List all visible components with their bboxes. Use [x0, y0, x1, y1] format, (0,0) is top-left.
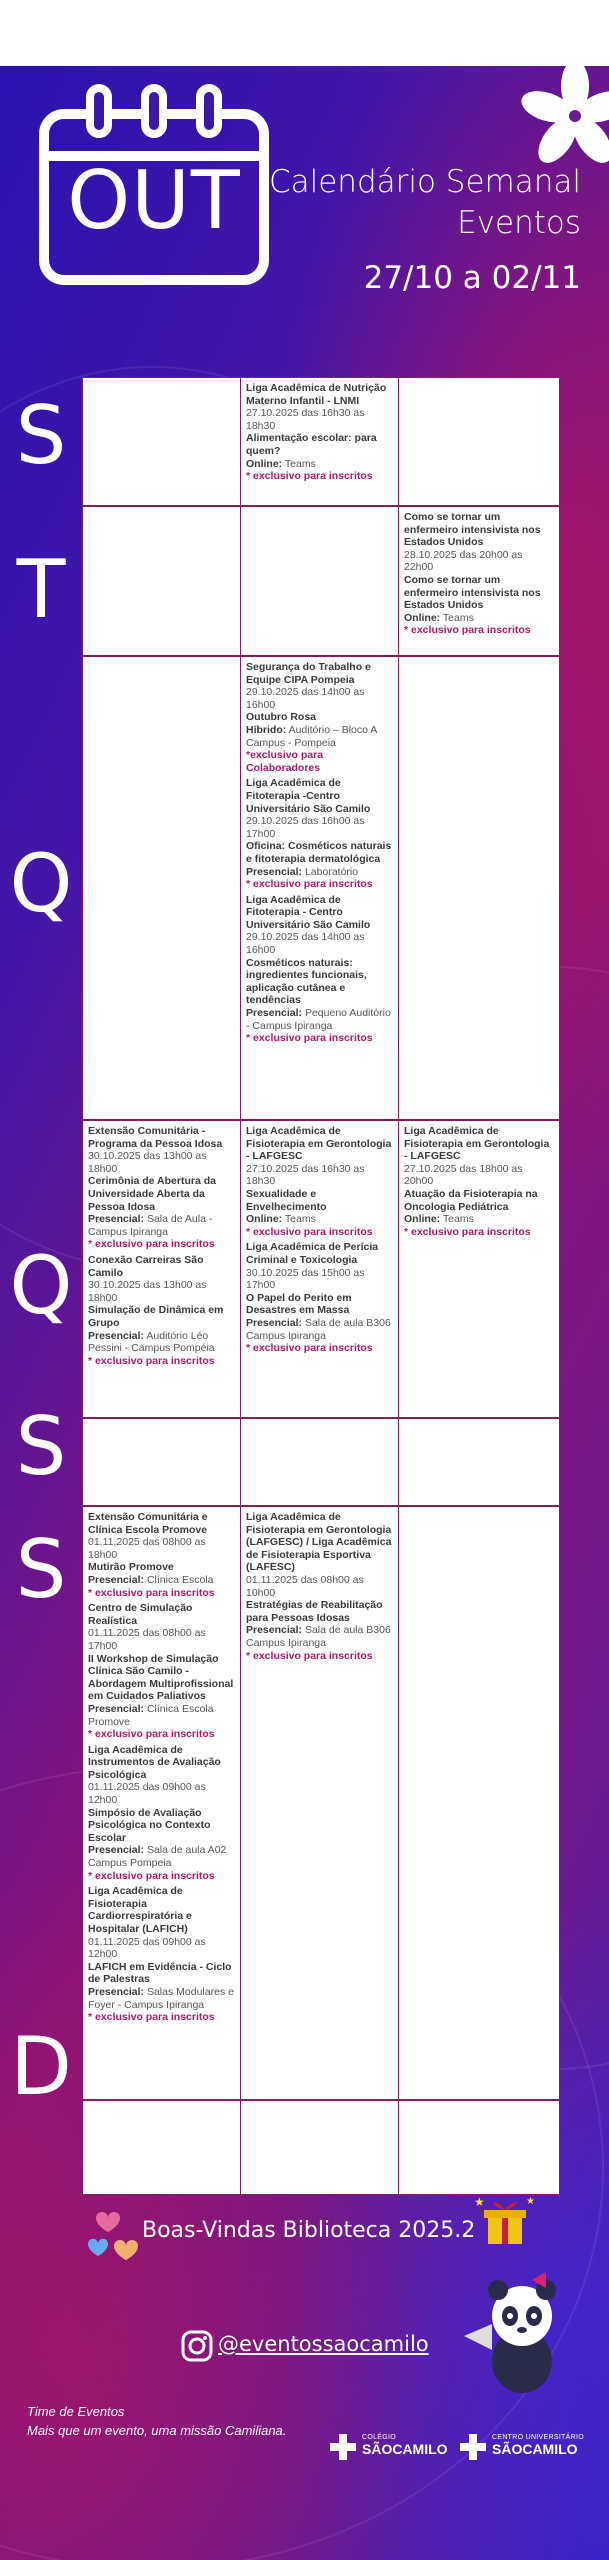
event-title: Liga Acadêmica de Fisioterapia em Gerontologia - LAFGESC — [404, 1125, 550, 1163]
schedule-cell — [83, 657, 241, 1119]
schedule-cell — [241, 1507, 399, 2099]
svg-text:★: ★ — [526, 2196, 535, 2207]
cross-logo-icon — [458, 2432, 488, 2462]
event-place: Pequeno Auditório - Campus Ipiranga — [246, 1007, 391, 1032]
logo-small-text: COLÉGIO — [362, 2434, 396, 2441]
event-location — [404, 612, 554, 625]
day-letter-tuesday: T — [16, 543, 66, 636]
schedule-cell — [399, 1419, 559, 1505]
event-topic: Atuação da Fisioterapia na Oncologia Pediátrica — [404, 1187, 538, 1213]
event-title: Liga Acadêmica de Nutrição Materno Infantil - LNMI — [246, 382, 387, 407]
event-place: Teams — [284, 457, 316, 470]
event-title: Centro de Simulação Realística — [88, 1602, 193, 1627]
event-location — [88, 1703, 235, 1728]
event-mode: Presencial: — [246, 865, 303, 878]
title-line: Eventos — [457, 205, 581, 241]
event-place: Salas Modulares e Foyer - Campus Ipiranga — [88, 1985, 234, 2011]
event-restriction-note: *exclusivo para Colaboradores — [246, 749, 324, 774]
schedule-row-friday — [83, 1417, 559, 1505]
schedule-cell — [241, 657, 399, 1119]
team-signature — [27, 2402, 286, 2440]
event-title: Liga Acadêmica de Fitoterapia -Centro Universitário São Camilo — [246, 777, 371, 815]
event-title: Segurança do Trabalho e Equipe CIPA Pompeia — [246, 661, 371, 686]
schedule-cell — [241, 1121, 399, 1417]
event-datetime: 30.10.2025 das 13h00 as 18h00 — [88, 1150, 207, 1175]
event-datetime: 27.10.2025 das 18h00 as 20h00 — [404, 1162, 523, 1188]
event-datetime: 01.11.2025 das 08h00 as 18h00 — [88, 1536, 206, 1561]
schedule-row-saturday — [83, 1505, 559, 2099]
event-restriction-note: * exclusivo para inscritos — [404, 624, 531, 637]
schedule-cell — [83, 1121, 241, 1417]
event-topic: O Papel do Perito em Desastres em Massa — [246, 1291, 352, 1317]
event-title: Liga Acadêmica de Fisioterapia em Gerontologia - LAFGESC — [246, 1125, 392, 1163]
event-location — [246, 1624, 393, 1649]
event-place: Teams — [442, 1213, 474, 1226]
event-mode: Presencial: — [246, 1007, 303, 1020]
event-topic: Sexualidade e Envelhecimento — [246, 1187, 327, 1213]
event-location — [404, 1213, 554, 1226]
event-datetime: 01.11.2025 das 08h00 as 10h00 — [246, 1573, 364, 1599]
schedule-cell — [83, 2101, 241, 2194]
event-restriction-note: * exclusivo para inscritos — [88, 2011, 215, 2024]
event-title: Conexão Carreiras São Camilo — [88, 1253, 204, 1279]
event-place: Clínica Escola Promove — [88, 1702, 214, 1728]
event-entry — [88, 1602, 235, 1741]
schedule-cell — [241, 378, 399, 505]
event-restriction-note: * exclusivo para inscritos — [88, 1586, 215, 1599]
event-restriction-note: * exclusivo para inscritos — [246, 1342, 373, 1355]
event-location — [88, 1844, 235, 1869]
event-restriction-note: * exclusivo para inscritos — [246, 878, 373, 891]
schedule-cell — [399, 507, 559, 655]
schedule-row-monday — [83, 378, 559, 505]
event-restriction-note: * exclusivo para inscritos — [88, 1728, 215, 1741]
event-title: Liga Acadêmica de Perícia Criminal e Toxicologia — [246, 1241, 379, 1266]
schedule-cell — [399, 657, 559, 1119]
event-mode: Online: — [246, 1213, 283, 1226]
event-mode: Presencial: — [88, 1702, 145, 1715]
event-location — [88, 1986, 235, 2011]
event-title: Como se tornar um enfermeiro intensivista nos Estados Unidos — [404, 511, 541, 549]
event-place: Sala de aula B306 Campus Ipiranga — [246, 1316, 391, 1342]
event-topic: Como se tornar um enfermeiro intensivista nos Estados Unidos — [404, 573, 541, 612]
event-mode: Presencial: — [88, 1844, 145, 1857]
day-letter-friday: S — [15, 1400, 67, 1493]
event-datetime: 01.11.2025 das 09h00 as 12h00 — [88, 1935, 206, 1961]
event-location — [246, 458, 393, 471]
event-datetime: 30.10.2025 das 13h00 as 18h00 — [88, 1279, 207, 1304]
event-entry — [88, 1744, 235, 1883]
schedule-cell — [241, 2101, 399, 2194]
event-entry — [246, 894, 393, 1045]
schedule-table — [82, 377, 560, 2195]
event-datetime: 27.10.2025 das 16h30 as 18h30 — [246, 407, 365, 432]
flower-icon — [520, 66, 609, 176]
event-title: Liga Acadêmica de Fitoterapia - Centro Universitário São Camilo — [246, 893, 371, 931]
poster-background — [0, 66, 609, 2560]
event-place: Sala de aula B306 Campus Ipiranga — [246, 1624, 391, 1649]
event-location — [88, 1213, 235, 1238]
event-topic: Simpósio de Avaliação Psicológica no Contexto Escolar — [88, 1806, 211, 1844]
schedule-cell — [83, 378, 241, 505]
event-topic: Simulação de Dinâmica em Grupo — [88, 1304, 224, 1329]
event-topic: Mutirão Promove — [88, 1561, 174, 1574]
event-topic: II Workshop de Simulação Clínica São Camilo - Abordagem Multiprofissional em Cuidados Paliativos — [88, 1652, 234, 1703]
event-place: Laboratório — [304, 865, 359, 878]
cross-logo-icon — [328, 2432, 358, 2462]
event-place: Auditório Léo Pessini - Campus Pompéia — [88, 1329, 215, 1355]
event-place: Sala de Aula - Campus Ipiranga — [88, 1213, 213, 1238]
event-datetime: 30.10.2025 das 15h00 as 17h00 — [246, 1266, 365, 1292]
event-title: Liga Acadêmica de Fisioterapia em Gerontologia (LAFGESC) / Liga Acadêmica de Fisioterapia Esportiva (LAFESC) — [246, 1511, 392, 1574]
instagram-icon[interactable] — [181, 2330, 213, 2362]
hearts-icon — [86, 2204, 140, 2266]
event-mode: Presencial: — [88, 1329, 145, 1342]
schedule-row-sunday — [83, 2099, 559, 2194]
schedule-row-tuesday — [83, 505, 559, 655]
event-title: Liga Acadêmica de Fisioterapia Cardiorrespiratória e Hospitalar (LAFICH) — [88, 1885, 192, 1935]
event-datetime: 28.10.2025 das 20h00 as 22h00 — [404, 548, 523, 574]
date-range: 27/10 a 02/11 — [363, 260, 581, 296]
event-entry — [246, 1125, 393, 1238]
event-place: Clínica Escola — [146, 1573, 214, 1586]
event-entry — [404, 511, 554, 637]
schedule-cell — [83, 1419, 241, 1505]
event-location — [246, 866, 393, 879]
day-letter-saturday: S — [15, 1523, 67, 1616]
event-mode: Online: — [404, 611, 441, 624]
event-restriction-note: * exclusivo para inscritos — [88, 1869, 215, 1882]
event-location — [246, 1317, 393, 1342]
title-line: Calendário Semanal — [268, 164, 581, 200]
day-letter-wednesday: Q — [9, 837, 73, 930]
schedule-cell — [399, 378, 559, 505]
schedule-cell — [399, 1507, 559, 2099]
event-entry — [88, 1125, 235, 1251]
event-mode: Presencial: — [88, 1573, 145, 1586]
svg-text:★: ★ — [474, 2195, 485, 2209]
schedule-cell — [399, 2101, 559, 2194]
event-entry — [88, 1511, 235, 1599]
team-tagline: Mais que um evento, uma missão Camiliana. — [27, 2423, 287, 2438]
event-topic: Cosméticos naturais: ingredientes funcionais, aplicação cutânea e tendências — [246, 956, 367, 1007]
day-letter-monday: S — [15, 389, 67, 482]
event-entry — [246, 1511, 393, 1662]
logo-colegio — [362, 2434, 448, 2457]
event-restriction-note: * exclusivo para inscritos — [88, 1238, 215, 1251]
event-mode: Online: — [404, 1213, 441, 1226]
page-title — [251, 162, 581, 244]
event-datetime: 27.10.2025 das 16h30 as 18h30 — [246, 1162, 365, 1188]
event-restriction-note: * exclusivo para inscritos — [246, 470, 373, 483]
day-letter-thursday: Q — [9, 1239, 73, 1332]
calendar-month: OUT — [67, 154, 241, 247]
event-place: Auditório – Bloco A Campus - Pompeia — [246, 723, 377, 749]
event-location — [246, 1213, 393, 1226]
event-title: Extensão Comunitária - Programa da Pessoa Idosa — [88, 1125, 223, 1150]
event-datetime: 29.10.2025 das 14h00 as 16h00 — [246, 931, 365, 957]
event-mode: Presencial: — [246, 1624, 303, 1637]
logo-small-text: CENTRO UNIVERSITÁRIO — [492, 2434, 584, 2441]
schedule-row-thursday — [83, 1119, 559, 1417]
event-location — [88, 1330, 235, 1355]
event-datetime: 29.10.2025 das 16h00 as 17h00 — [246, 815, 365, 840]
event-restriction-note: * exclusivo para inscritos — [404, 1225, 531, 1238]
event-location — [246, 724, 393, 749]
event-mode: Presencial: — [88, 1985, 145, 1998]
logo-big-text: SÃOCAMILO — [492, 2441, 578, 2457]
event-topic: Oficina: Cosméticos naturais e fitoterapia dermatológica — [246, 840, 392, 865]
event-topic: Cerimônia de Abertura da Universidade Aberta da Pessoa Idosa — [88, 1175, 216, 1213]
team-name: Time de Eventos — [27, 2404, 125, 2419]
event-location — [88, 1574, 235, 1587]
event-entry — [88, 1885, 235, 2024]
event-entry — [246, 382, 393, 483]
event-location — [246, 1007, 393, 1032]
event-mode: Híbrido: — [246, 723, 287, 736]
schedule-cell — [83, 507, 241, 655]
event-entry — [404, 1125, 554, 1238]
event-title: Liga Acadêmica de Instrumentos de Avaliação Psicológica — [88, 1743, 221, 1781]
event-entry — [246, 1241, 393, 1354]
logo-big-text: SÃOCAMILO — [362, 2441, 448, 2457]
event-place: Teams — [442, 611, 474, 624]
instagram-link[interactable]: @eventossaocamilo — [218, 2332, 429, 2356]
event-restriction-note: * exclusivo para inscritos — [246, 1225, 373, 1238]
event-datetime: 01.11.2025 das 08h00 as 17h00 — [88, 1627, 206, 1652]
event-topic: Estratégias de Reabilitação para Pessoas Idosas — [246, 1599, 383, 1624]
event-restriction-note: * exclusivo para inscritos — [246, 1649, 373, 1662]
welcome-banner: Boas-Vindas Biblioteca 2025.2 — [142, 2218, 476, 2243]
event-datetime: 01.11.2025 das 09h00 as 12h00 — [88, 1781, 206, 1807]
event-mode: Presencial: — [246, 1316, 303, 1329]
event-topic: Outubro Rosa — [246, 711, 316, 724]
event-place: Sala de aula A02 Campus Pompeia — [88, 1844, 227, 1870]
event-place: Teams — [284, 1213, 316, 1226]
panda-mascot-icon — [462, 2266, 572, 2396]
gift-icon — [470, 2190, 540, 2250]
event-topic: Alimentação escolar: para quem? — [246, 432, 377, 457]
schedule-row-wednesday — [83, 655, 559, 1119]
event-entry — [246, 777, 393, 890]
event-mode: Presencial: — [88, 1213, 145, 1226]
event-entry — [246, 661, 393, 774]
schedule-cell — [241, 507, 399, 655]
schedule-cell — [399, 1121, 559, 1417]
event-restriction-note: * exclusivo para inscritos — [246, 1032, 373, 1045]
schedule-cell — [241, 1419, 399, 1505]
event-datetime: 29.10.2025 das 14h00 as 16h00 — [246, 686, 365, 711]
event-restriction-note: * exclusivo para inscritos — [88, 1354, 215, 1367]
event-topic: LAFICH em Evidência - Ciclo de Palestras — [88, 1960, 232, 1986]
day-letter-sunday: D — [10, 2020, 72, 2113]
event-title: Extensão Comunitária e Clínica Escola Promove — [88, 1511, 208, 1536]
logo-centro-universitario — [492, 2434, 584, 2457]
event-mode: Online: — [246, 457, 283, 470]
schedule-cell — [83, 1507, 241, 2099]
event-entry — [88, 1254, 235, 1367]
